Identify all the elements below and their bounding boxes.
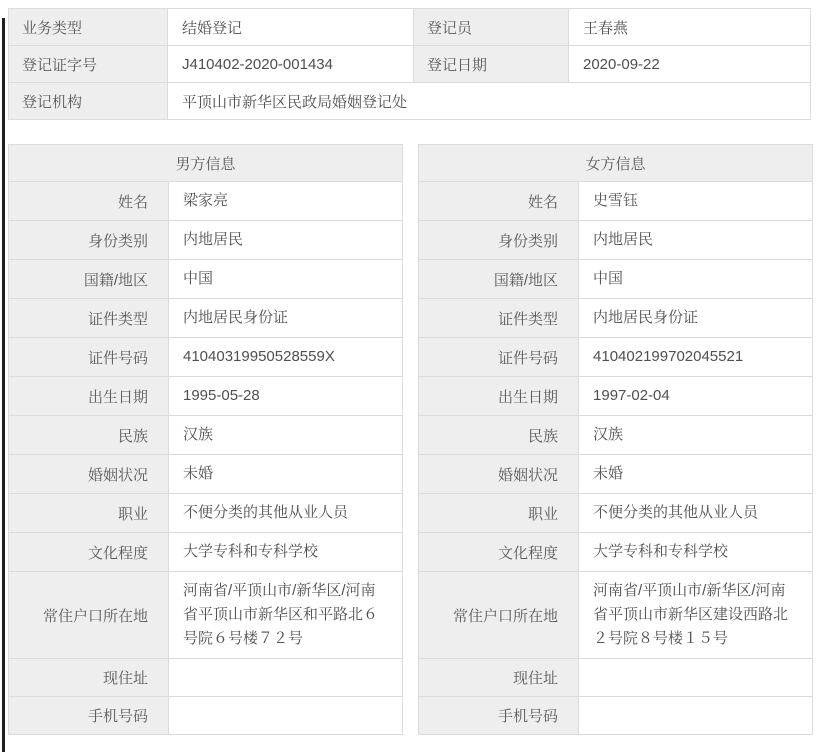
female-info-table bbox=[418, 144, 813, 735]
field-label: 证件类型 bbox=[419, 299, 579, 338]
field-value: 未婚 bbox=[579, 455, 813, 494]
row-mobile bbox=[9, 697, 403, 735]
row-agency bbox=[9, 83, 811, 120]
row-occupation bbox=[9, 494, 403, 533]
field-value: 1995-05-28 bbox=[169, 377, 403, 416]
field-value bbox=[579, 659, 813, 697]
row-mobile bbox=[419, 697, 813, 735]
field-value: 不便分类的其他从业人员 bbox=[169, 494, 403, 533]
row-education bbox=[9, 533, 403, 572]
business-type-value: 结婚登记 bbox=[168, 9, 414, 46]
field-value: 410402199702045521 bbox=[579, 338, 813, 377]
agency-label: 登记机构 bbox=[9, 83, 168, 120]
male-info-title: 男方信息 bbox=[9, 145, 403, 182]
registrar-value: 王春燕 bbox=[569, 9, 811, 46]
cert-no-label: 登记证字号 bbox=[9, 46, 168, 83]
field-label: 民族 bbox=[419, 416, 579, 455]
registrar-label: 登记员 bbox=[414, 9, 569, 46]
registration-date-value: 2020-09-22 bbox=[569, 46, 811, 83]
male-table-header bbox=[9, 145, 403, 182]
row-nationality bbox=[419, 260, 813, 299]
male-info-table bbox=[8, 144, 403, 735]
row-household-residence bbox=[419, 572, 813, 659]
field-label: 职业 bbox=[9, 494, 169, 533]
female-info-title: 女方信息 bbox=[419, 145, 813, 182]
field-value: 河南省/平顶山市/新华区/河南省平顶山市新华区建设西路北２号院８号楼１５号 bbox=[579, 572, 813, 659]
field-value bbox=[579, 697, 813, 735]
field-label: 文化程度 bbox=[419, 533, 579, 572]
field-label: 国籍/地区 bbox=[419, 260, 579, 299]
field-label: 现住址 bbox=[419, 659, 579, 697]
row-education bbox=[419, 533, 813, 572]
row-ethnicity bbox=[9, 416, 403, 455]
registration-summary-table bbox=[8, 8, 811, 120]
field-value: 未婚 bbox=[169, 455, 403, 494]
row-marital-status bbox=[419, 455, 813, 494]
field-label: 文化程度 bbox=[9, 533, 169, 572]
row-household-residence bbox=[9, 572, 403, 659]
field-label: 职业 bbox=[419, 494, 579, 533]
field-label: 手机号码 bbox=[419, 697, 579, 735]
row-id-number bbox=[419, 338, 813, 377]
field-label: 手机号码 bbox=[9, 697, 169, 735]
field-label: 姓名 bbox=[9, 182, 169, 221]
field-value: 内地居民 bbox=[579, 221, 813, 260]
field-value: 41040319950528559X bbox=[169, 338, 403, 377]
row-current-address bbox=[419, 659, 813, 697]
row-birth-date bbox=[419, 377, 813, 416]
field-value: 史雪钰 bbox=[579, 182, 813, 221]
cert-no-value: J410402-2020-001434 bbox=[168, 46, 414, 83]
field-label: 婚姻状况 bbox=[419, 455, 579, 494]
row-id-type bbox=[9, 299, 403, 338]
field-label: 身份类别 bbox=[419, 221, 579, 260]
person-info-section bbox=[8, 144, 810, 735]
field-value: 1997-02-04 bbox=[579, 377, 813, 416]
field-value: 大学专科和专科学校 bbox=[579, 533, 813, 572]
row-occupation bbox=[419, 494, 813, 533]
row-marital-status bbox=[9, 455, 403, 494]
row-nationality bbox=[9, 260, 403, 299]
row-name bbox=[9, 182, 403, 221]
window-left-edge bbox=[2, 18, 5, 752]
field-value: 汉族 bbox=[169, 416, 403, 455]
field-value bbox=[169, 697, 403, 735]
row-birth-date bbox=[9, 377, 403, 416]
field-value: 河南省/平顶山市/新华区/河南省平顶山市新华区和平路北６号院６号楼７２号 bbox=[169, 572, 403, 659]
field-value: 内地居民 bbox=[169, 221, 403, 260]
field-label: 婚姻状况 bbox=[9, 455, 169, 494]
row-identity-category bbox=[9, 221, 403, 260]
field-label: 常住户口所在地 bbox=[9, 572, 169, 659]
row-identity-category bbox=[419, 221, 813, 260]
field-label: 证件类型 bbox=[9, 299, 169, 338]
field-label: 民族 bbox=[9, 416, 169, 455]
field-label: 证件号码 bbox=[419, 338, 579, 377]
field-label: 常住户口所在地 bbox=[419, 572, 579, 659]
field-value: 不便分类的其他从业人员 bbox=[579, 494, 813, 533]
field-label: 现住址 bbox=[9, 659, 169, 697]
row-cert-no-date bbox=[9, 46, 811, 83]
field-value: 大学专科和专科学校 bbox=[169, 533, 403, 572]
row-id-number bbox=[9, 338, 403, 377]
field-value: 汉族 bbox=[579, 416, 813, 455]
row-name bbox=[419, 182, 813, 221]
field-value: 内地居民身份证 bbox=[579, 299, 813, 338]
field-label: 身份类别 bbox=[9, 221, 169, 260]
field-value bbox=[169, 659, 403, 697]
registration-date-label: 登记日期 bbox=[414, 46, 569, 83]
row-business-type-registrar bbox=[9, 9, 811, 46]
field-label: 出生日期 bbox=[419, 377, 579, 416]
row-id-type bbox=[419, 299, 813, 338]
business-type-label: 业务类型 bbox=[9, 9, 168, 46]
field-value: 梁家亮 bbox=[169, 182, 403, 221]
row-ethnicity bbox=[419, 416, 813, 455]
field-value: 中国 bbox=[579, 260, 813, 299]
field-label: 姓名 bbox=[419, 182, 579, 221]
field-value: 中国 bbox=[169, 260, 403, 299]
agency-value: 平顶山市新华区民政局婚姻登记处 bbox=[168, 83, 811, 120]
row-current-address bbox=[9, 659, 403, 697]
field-label: 国籍/地区 bbox=[9, 260, 169, 299]
field-label: 出生日期 bbox=[9, 377, 169, 416]
field-value: 内地居民身份证 bbox=[169, 299, 403, 338]
field-label: 证件号码 bbox=[9, 338, 169, 377]
female-table-header bbox=[419, 145, 813, 182]
